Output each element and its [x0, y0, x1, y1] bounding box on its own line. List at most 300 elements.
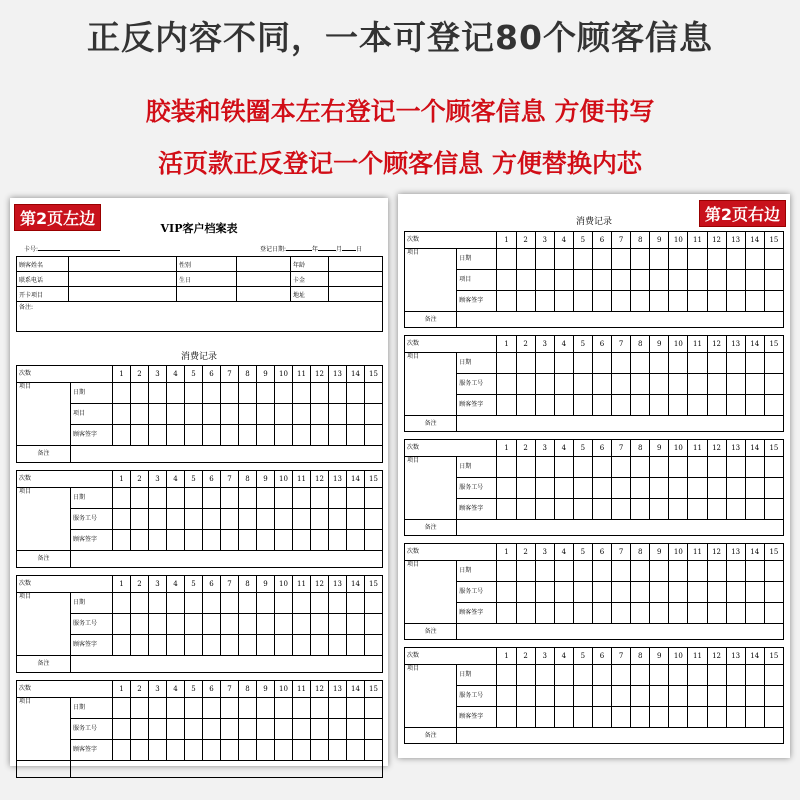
- field-open-item-extra[interactable]: [177, 287, 237, 302]
- record-cell[interactable]: [185, 698, 203, 719]
- record-cell[interactable]: [631, 374, 650, 395]
- record-cell[interactable]: [347, 593, 365, 614]
- record-cell[interactable]: [329, 635, 347, 656]
- record-cell[interactable]: [203, 425, 221, 446]
- record-cell[interactable]: [745, 249, 764, 270]
- record-cell[interactable]: [275, 530, 293, 551]
- record-cell[interactable]: [221, 635, 239, 656]
- record-cell[interactable]: [650, 270, 669, 291]
- record-cell[interactable]: [612, 478, 631, 499]
- record-cell[interactable]: [669, 603, 688, 624]
- record-cell[interactable]: [650, 665, 669, 686]
- record-cell[interactable]: [203, 698, 221, 719]
- record-cell[interactable]: [293, 425, 311, 446]
- record-cell[interactable]: [275, 635, 293, 656]
- record-cell[interactable]: [592, 270, 611, 291]
- record-cell[interactable]: [535, 270, 554, 291]
- record-cell[interactable]: [516, 686, 535, 707]
- remark-field[interactable]: [457, 520, 784, 536]
- record-cell[interactable]: [516, 603, 535, 624]
- record-cell[interactable]: [293, 530, 311, 551]
- record-cell[interactable]: [257, 425, 275, 446]
- record-cell[interactable]: [573, 270, 592, 291]
- record-cell[interactable]: [347, 635, 365, 656]
- record-cell[interactable]: [131, 404, 149, 425]
- record-cell[interactable]: [149, 530, 167, 551]
- record-cell[interactable]: [257, 404, 275, 425]
- field-open-item-extra2[interactable]: [237, 287, 291, 302]
- field-open-item[interactable]: [69, 287, 177, 302]
- record-cell[interactable]: [573, 457, 592, 478]
- record-cell[interactable]: [293, 635, 311, 656]
- record-cell[interactable]: [631, 478, 650, 499]
- remark-field[interactable]: [71, 656, 383, 673]
- record-cell[interactable]: [329, 509, 347, 530]
- record-cell[interactable]: [612, 374, 631, 395]
- record-cell[interactable]: [688, 353, 707, 374]
- record-cell[interactable]: [764, 249, 783, 270]
- record-cell[interactable]: [149, 614, 167, 635]
- record-cell[interactable]: [257, 698, 275, 719]
- card-number-field[interactable]: [38, 250, 120, 251]
- record-cell[interactable]: [311, 740, 329, 761]
- record-cell[interactable]: [516, 478, 535, 499]
- record-cell[interactable]: [669, 707, 688, 728]
- record-cell[interactable]: [764, 561, 783, 582]
- record-cell[interactable]: [149, 719, 167, 740]
- record-cell[interactable]: [293, 383, 311, 404]
- record-cell[interactable]: [612, 686, 631, 707]
- record-cell[interactable]: [131, 425, 149, 446]
- record-cell[interactable]: [203, 383, 221, 404]
- record-cell[interactable]: [764, 478, 783, 499]
- record-cell[interactable]: [497, 291, 516, 312]
- record-cell[interactable]: [554, 561, 573, 582]
- record-cell[interactable]: [365, 530, 383, 551]
- record-cell[interactable]: [329, 425, 347, 446]
- record-cell[interactable]: [669, 353, 688, 374]
- record-cell[interactable]: [149, 635, 167, 656]
- record-cell[interactable]: [497, 686, 516, 707]
- record-cell[interactable]: [113, 488, 131, 509]
- record-cell[interactable]: [497, 353, 516, 374]
- record-cell[interactable]: [726, 561, 745, 582]
- record-cell[interactable]: [612, 665, 631, 686]
- record-cell[interactable]: [612, 249, 631, 270]
- record-cell[interactable]: [497, 707, 516, 728]
- record-cell[interactable]: [554, 499, 573, 520]
- record-cell[interactable]: [275, 740, 293, 761]
- record-cell[interactable]: [516, 561, 535, 582]
- record-cell[interactable]: [293, 404, 311, 425]
- record-cell[interactable]: [257, 635, 275, 656]
- record-cell[interactable]: [365, 614, 383, 635]
- record-cell[interactable]: [365, 740, 383, 761]
- record-cell[interactable]: [131, 488, 149, 509]
- record-cell[interactable]: [347, 425, 365, 446]
- record-cell[interactable]: [631, 270, 650, 291]
- record-cell[interactable]: [516, 249, 535, 270]
- record-cell[interactable]: [257, 383, 275, 404]
- record-cell[interactable]: [764, 353, 783, 374]
- record-cell[interactable]: [764, 707, 783, 728]
- record-cell[interactable]: [185, 488, 203, 509]
- record-cell[interactable]: [573, 686, 592, 707]
- record-cell[interactable]: [688, 582, 707, 603]
- record-cell[interactable]: [592, 374, 611, 395]
- record-cell[interactable]: [554, 395, 573, 416]
- record-cell[interactable]: [275, 719, 293, 740]
- record-cell[interactable]: [745, 603, 764, 624]
- record-cell[interactable]: [311, 509, 329, 530]
- record-cell[interactable]: [650, 457, 669, 478]
- record-cell[interactable]: [113, 719, 131, 740]
- record-cell[interactable]: [516, 707, 535, 728]
- record-cell[interactable]: [650, 603, 669, 624]
- record-cell[interactable]: [329, 698, 347, 719]
- record-cell[interactable]: [764, 686, 783, 707]
- record-cell[interactable]: [650, 291, 669, 312]
- remark-field[interactable]: [71, 551, 383, 568]
- remark-field[interactable]: [457, 624, 784, 640]
- record-cell[interactable]: [631, 499, 650, 520]
- record-cell[interactable]: [650, 686, 669, 707]
- record-cell[interactable]: [516, 291, 535, 312]
- record-cell[interactable]: [347, 509, 365, 530]
- record-cell[interactable]: [669, 395, 688, 416]
- record-cell[interactable]: [365, 509, 383, 530]
- record-cell[interactable]: [688, 395, 707, 416]
- record-cell[interactable]: [167, 614, 185, 635]
- record-cell[interactable]: [707, 561, 726, 582]
- record-cell[interactable]: [688, 665, 707, 686]
- record-cell[interactable]: [257, 614, 275, 635]
- remark-field[interactable]: [457, 416, 784, 432]
- record-cell[interactable]: [592, 353, 611, 374]
- record-cell[interactable]: [149, 593, 167, 614]
- record-cell[interactable]: [347, 383, 365, 404]
- record-cell[interactable]: [669, 686, 688, 707]
- record-cell[interactable]: [573, 499, 592, 520]
- record-cell[interactable]: [535, 353, 554, 374]
- record-cell[interactable]: [311, 488, 329, 509]
- record-cell[interactable]: [275, 698, 293, 719]
- record-cell[interactable]: [573, 665, 592, 686]
- record-cell[interactable]: [131, 593, 149, 614]
- record-cell[interactable]: [185, 383, 203, 404]
- record-cell[interactable]: [612, 582, 631, 603]
- record-cell[interactable]: [688, 374, 707, 395]
- record-cell[interactable]: [239, 383, 257, 404]
- record-cell[interactable]: [726, 707, 745, 728]
- record-cell[interactable]: [726, 499, 745, 520]
- record-cell[interactable]: [535, 478, 554, 499]
- record-cell[interactable]: [745, 291, 764, 312]
- record-cell[interactable]: [535, 374, 554, 395]
- record-cell[interactable]: [650, 499, 669, 520]
- record-cell[interactable]: [113, 740, 131, 761]
- record-cell[interactable]: [535, 603, 554, 624]
- record-cell[interactable]: [167, 404, 185, 425]
- record-cell[interactable]: [764, 395, 783, 416]
- record-cell[interactable]: [185, 614, 203, 635]
- record-cell[interactable]: [612, 457, 631, 478]
- record-cell[interactable]: [592, 686, 611, 707]
- record-cell[interactable]: [745, 353, 764, 374]
- record-cell[interactable]: [554, 478, 573, 499]
- record-cell[interactable]: [185, 530, 203, 551]
- record-cell[interactable]: [650, 374, 669, 395]
- record-cell[interactable]: [592, 665, 611, 686]
- record-cell[interactable]: [631, 291, 650, 312]
- record-cell[interactable]: [745, 374, 764, 395]
- record-cell[interactable]: [669, 457, 688, 478]
- record-cell[interactable]: [329, 530, 347, 551]
- record-cell[interactable]: [612, 353, 631, 374]
- record-cell[interactable]: [535, 395, 554, 416]
- record-cell[interactable]: [650, 478, 669, 499]
- record-cell[interactable]: [669, 561, 688, 582]
- record-cell[interactable]: [311, 614, 329, 635]
- record-cell[interactable]: [612, 603, 631, 624]
- record-cell[interactable]: [365, 719, 383, 740]
- record-cell[interactable]: [149, 698, 167, 719]
- record-cell[interactable]: [688, 707, 707, 728]
- record-cell[interactable]: [365, 635, 383, 656]
- record-cell[interactable]: [688, 457, 707, 478]
- record-cell[interactable]: [275, 404, 293, 425]
- record-cell[interactable]: [365, 425, 383, 446]
- record-cell[interactable]: [612, 291, 631, 312]
- record-cell[interactable]: [365, 698, 383, 719]
- record-cell[interactable]: [650, 353, 669, 374]
- record-cell[interactable]: [347, 719, 365, 740]
- remark-field[interactable]: [457, 312, 784, 328]
- field-gender[interactable]: [237, 257, 291, 272]
- record-cell[interactable]: [365, 488, 383, 509]
- record-cell[interactable]: [631, 395, 650, 416]
- record-cell[interactable]: [203, 614, 221, 635]
- record-cell[interactable]: [688, 686, 707, 707]
- record-cell[interactable]: [167, 425, 185, 446]
- record-cell[interactable]: [311, 698, 329, 719]
- record-cell[interactable]: [347, 614, 365, 635]
- field-card-amount[interactable]: [329, 272, 383, 287]
- record-cell[interactable]: [167, 635, 185, 656]
- record-cell[interactable]: [726, 395, 745, 416]
- record-cell[interactable]: [745, 457, 764, 478]
- record-cell[interactable]: [516, 395, 535, 416]
- record-cell[interactable]: [185, 719, 203, 740]
- record-cell[interactable]: [592, 582, 611, 603]
- record-cell[interactable]: [745, 478, 764, 499]
- record-cell[interactable]: [535, 249, 554, 270]
- record-cell[interactable]: [764, 291, 783, 312]
- record-cell[interactable]: [707, 499, 726, 520]
- record-cell[interactable]: [497, 395, 516, 416]
- record-cell[interactable]: [516, 457, 535, 478]
- record-cell[interactable]: [497, 561, 516, 582]
- record-cell[interactable]: [516, 353, 535, 374]
- record-cell[interactable]: [726, 665, 745, 686]
- record-cell[interactable]: [612, 270, 631, 291]
- record-cell[interactable]: [293, 488, 311, 509]
- record-cell[interactable]: [516, 374, 535, 395]
- record-cell[interactable]: [113, 614, 131, 635]
- record-cell[interactable]: [221, 593, 239, 614]
- record-cell[interactable]: [535, 291, 554, 312]
- record-cell[interactable]: [221, 488, 239, 509]
- record-cell[interactable]: [275, 509, 293, 530]
- record-cell[interactable]: [329, 740, 347, 761]
- record-cell[interactable]: [167, 740, 185, 761]
- record-cell[interactable]: [669, 270, 688, 291]
- record-cell[interactable]: [631, 707, 650, 728]
- record-cell[interactable]: [311, 719, 329, 740]
- field-remarks[interactable]: [17, 302, 383, 332]
- record-cell[interactable]: [221, 530, 239, 551]
- record-cell[interactable]: [631, 603, 650, 624]
- record-cell[interactable]: [535, 665, 554, 686]
- record-cell[interactable]: [707, 353, 726, 374]
- record-cell[interactable]: [239, 614, 257, 635]
- record-cell[interactable]: [707, 686, 726, 707]
- record-cell[interactable]: [592, 707, 611, 728]
- record-cell[interactable]: [535, 686, 554, 707]
- record-cell[interactable]: [311, 635, 329, 656]
- record-cell[interactable]: [688, 249, 707, 270]
- record-cell[interactable]: [497, 270, 516, 291]
- record-cell[interactable]: [221, 509, 239, 530]
- record-cell[interactable]: [113, 698, 131, 719]
- record-cell[interactable]: [612, 395, 631, 416]
- record-cell[interactable]: [221, 698, 239, 719]
- record-cell[interactable]: [239, 698, 257, 719]
- record-cell[interactable]: [688, 270, 707, 291]
- record-cell[interactable]: [554, 457, 573, 478]
- record-cell[interactable]: [203, 593, 221, 614]
- record-cell[interactable]: [573, 603, 592, 624]
- record-cell[interactable]: [221, 425, 239, 446]
- record-cell[interactable]: [365, 404, 383, 425]
- record-cell[interactable]: [131, 698, 149, 719]
- record-cell[interactable]: [745, 395, 764, 416]
- record-cell[interactable]: [497, 457, 516, 478]
- record-cell[interactable]: [631, 249, 650, 270]
- record-cell[interactable]: [764, 270, 783, 291]
- record-cell[interactable]: [203, 509, 221, 530]
- record-cell[interactable]: [311, 383, 329, 404]
- record-cell[interactable]: [745, 686, 764, 707]
- record-cell[interactable]: [497, 665, 516, 686]
- record-cell[interactable]: [516, 499, 535, 520]
- record-cell[interactable]: [726, 582, 745, 603]
- record-cell[interactable]: [707, 270, 726, 291]
- record-cell[interactable]: [149, 509, 167, 530]
- record-cell[interactable]: [221, 383, 239, 404]
- record-cell[interactable]: [293, 593, 311, 614]
- record-cell[interactable]: [707, 665, 726, 686]
- record-cell[interactable]: [707, 582, 726, 603]
- record-cell[interactable]: [113, 635, 131, 656]
- record-cell[interactable]: [631, 665, 650, 686]
- record-cell[interactable]: [669, 249, 688, 270]
- record-cell[interactable]: [257, 488, 275, 509]
- record-cell[interactable]: [592, 457, 611, 478]
- record-cell[interactable]: [707, 395, 726, 416]
- record-cell[interactable]: [113, 404, 131, 425]
- record-cell[interactable]: [669, 665, 688, 686]
- record-cell[interactable]: [185, 425, 203, 446]
- record-cell[interactable]: [131, 530, 149, 551]
- record-cell[interactable]: [535, 499, 554, 520]
- record-cell[interactable]: [131, 740, 149, 761]
- field-phone[interactable]: [69, 272, 177, 287]
- record-cell[interactable]: [726, 478, 745, 499]
- field-age[interactable]: [329, 257, 383, 272]
- record-cell[interactable]: [497, 582, 516, 603]
- record-cell[interactable]: [707, 374, 726, 395]
- record-cell[interactable]: [669, 374, 688, 395]
- record-cell[interactable]: [554, 374, 573, 395]
- record-cell[interactable]: [554, 665, 573, 686]
- record-cell[interactable]: [592, 249, 611, 270]
- record-cell[interactable]: [113, 530, 131, 551]
- record-cell[interactable]: [592, 499, 611, 520]
- record-cell[interactable]: [650, 395, 669, 416]
- record-cell[interactable]: [275, 488, 293, 509]
- record-cell[interactable]: [707, 603, 726, 624]
- record-cell[interactable]: [573, 291, 592, 312]
- field-customer-name[interactable]: [69, 257, 177, 272]
- record-cell[interactable]: [167, 698, 185, 719]
- record-cell[interactable]: [497, 478, 516, 499]
- record-cell[interactable]: [573, 582, 592, 603]
- record-cell[interactable]: [573, 478, 592, 499]
- record-cell[interactable]: [203, 719, 221, 740]
- record-cell[interactable]: [113, 425, 131, 446]
- record-cell[interactable]: [149, 404, 167, 425]
- record-cell[interactable]: [573, 353, 592, 374]
- record-cell[interactable]: [347, 740, 365, 761]
- record-cell[interactable]: [239, 404, 257, 425]
- record-cell[interactable]: [592, 561, 611, 582]
- record-cell[interactable]: [257, 719, 275, 740]
- record-cell[interactable]: [554, 582, 573, 603]
- record-cell[interactable]: [167, 488, 185, 509]
- record-cell[interactable]: [707, 291, 726, 312]
- record-cell[interactable]: [239, 635, 257, 656]
- record-cell[interactable]: [745, 665, 764, 686]
- record-cell[interactable]: [707, 478, 726, 499]
- record-cell[interactable]: [726, 353, 745, 374]
- record-cell[interactable]: [311, 530, 329, 551]
- record-cell[interactable]: [203, 404, 221, 425]
- record-cell[interactable]: [149, 425, 167, 446]
- record-cell[interactable]: [167, 383, 185, 404]
- record-cell[interactable]: [203, 635, 221, 656]
- record-cell[interactable]: [347, 530, 365, 551]
- record-cell[interactable]: [535, 707, 554, 728]
- record-cell[interactable]: [745, 561, 764, 582]
- record-cell[interactable]: [365, 383, 383, 404]
- record-cell[interactable]: [293, 740, 311, 761]
- record-cell[interactable]: [293, 719, 311, 740]
- record-cell[interactable]: [554, 603, 573, 624]
- record-cell[interactable]: [573, 395, 592, 416]
- record-cell[interactable]: [688, 603, 707, 624]
- record-cell[interactable]: [707, 457, 726, 478]
